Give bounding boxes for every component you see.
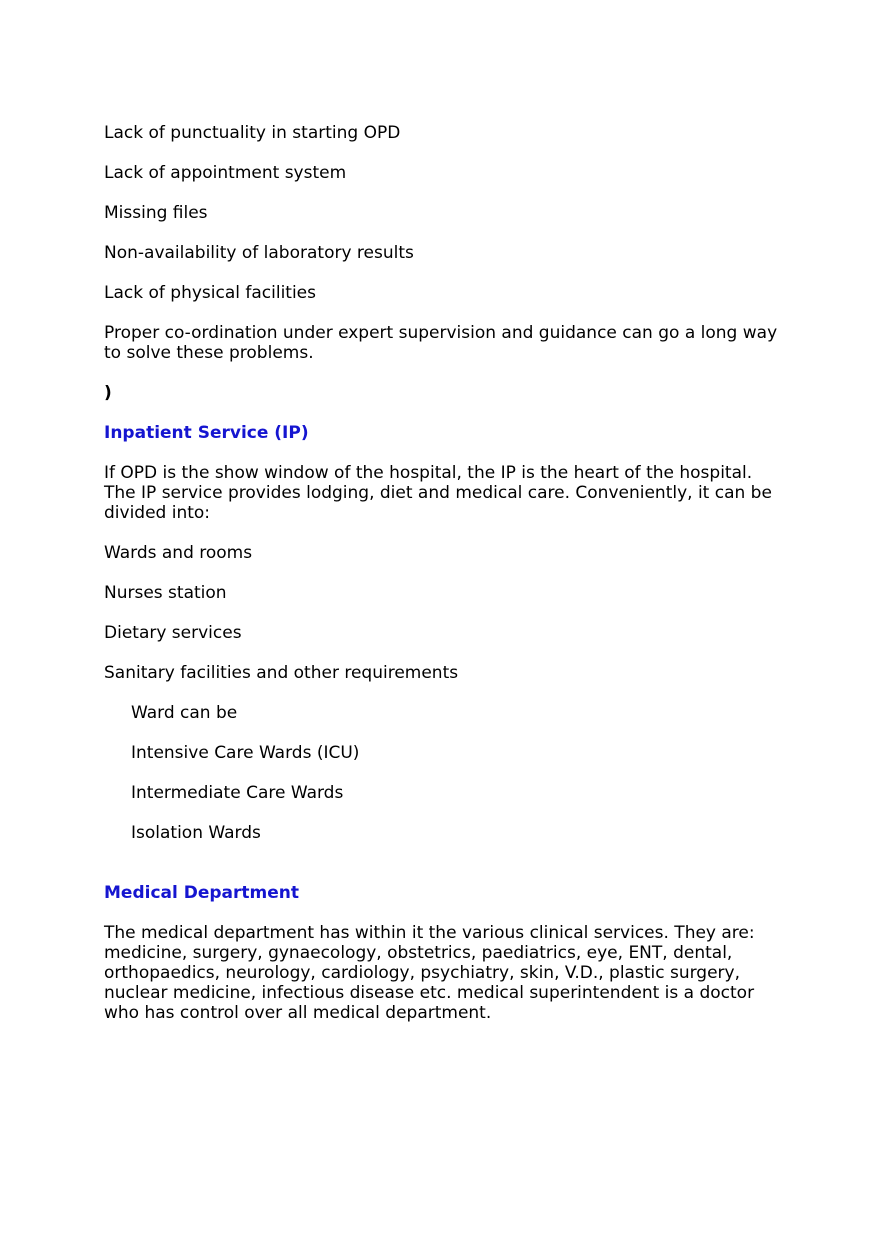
stray-parenthesis: ) bbox=[104, 383, 112, 403]
problem-item: Lack of physical facilities bbox=[104, 283, 316, 303]
ip-division-item: Sanitary facilities and other requirements bbox=[104, 663, 459, 683]
problem-item: Lack of punctuality in starting OPD bbox=[104, 123, 401, 143]
problem-item: Lack of appointment system bbox=[104, 163, 347, 183]
coordination-paragraph: Proper co-ordination under expert supervision and guidance can go a long way to solve these problems. bbox=[104, 323, 778, 363]
ip-division-item: Wards and rooms bbox=[104, 543, 253, 563]
problem-item: Missing files bbox=[104, 203, 208, 223]
medical-department-paragraph: The medical department has within it the various clinical services. They are: medicine, surgery, gynaecology, obstetrics, paediatrics, eye, ENT, dental, orthopaedics, neurology, cardiology, psychiatry, skin, V.D., plastic surgery, nuclear medicine, infectious disease etc. medical superintendent is a doctor who has control over all medical department. bbox=[104, 923, 755, 1023]
inpatient-intro-paragraph: If OPD is the show window of the hospital, the IP is the heart of the hospital. The IP service provides lodging, diet and medical care. Conveniently, it can be divided into: bbox=[104, 463, 772, 523]
document-page bbox=[104, 123, 784, 1043]
ward-type-item: Intermediate Care Wards bbox=[131, 783, 344, 803]
ward-type-item: Isolation Wards bbox=[131, 823, 261, 843]
ip-division-item: Nurses station bbox=[104, 583, 227, 603]
ward-type-item: Intensive Care Wards (ICU) bbox=[131, 743, 360, 763]
ward-types-intro: Ward can be bbox=[131, 703, 238, 723]
inpatient-service-heading: Inpatient Service (IP) bbox=[104, 423, 309, 443]
medical-department-heading: Medical Department bbox=[104, 883, 300, 903]
problem-item: Non-availability of laboratory results bbox=[104, 243, 414, 263]
ip-division-item: Dietary services bbox=[104, 623, 242, 643]
